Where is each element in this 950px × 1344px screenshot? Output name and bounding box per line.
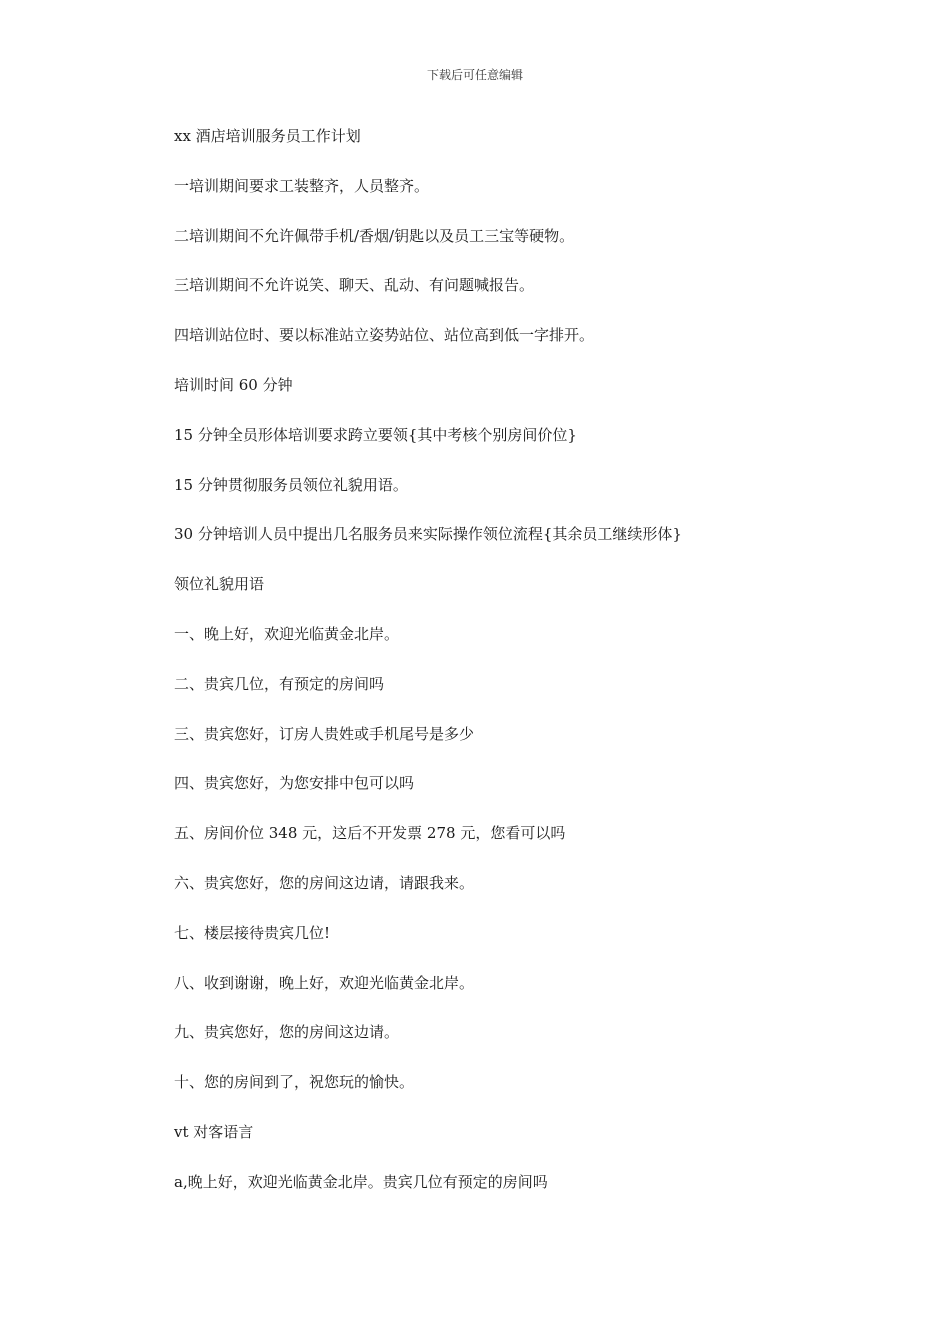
list-item: 九、贵宾您好，您的房间这边请。: [174, 1023, 400, 1042]
section-heading: 培训时间 60 分钟: [174, 375, 293, 394]
list-item: a,晚上好，欢迎光临黄金北岸。贵宾几位有预定的房间吗: [174, 1172, 548, 1191]
list-item: 八、收到谢谢，晚上好，欢迎光临黄金北岸。: [174, 973, 475, 992]
list-item: 四、贵宾您好，为您安排中包可以吗: [174, 774, 415, 793]
document-title: xx 酒店培训服务员工作计划: [174, 127, 361, 145]
list-item: 一、晚上好，欢迎光临黄金北岸。: [174, 624, 400, 643]
section-heading: 领位礼貌用语: [174, 575, 265, 594]
paragraph: 二培训期间不允许佩带手机/香烟/钥匙以及员工三宝等硬物。: [174, 226, 575, 245]
paragraph: 四培训站位时、要以标准站立姿势站位、站位高到低一字排开。: [174, 326, 595, 345]
list-item: 五、房间价位 348 元，这后不开发票 278 元，您看可以吗: [174, 824, 566, 843]
paragraph: 15 分钟全员形体培训要求跨立要领{其中考核个别房间价位}: [174, 425, 577, 444]
page-header-note: 下载后可任意编辑: [426, 68, 523, 82]
list-item: 六、贵宾您好，您的房间这边请，请跟我来。: [174, 873, 475, 892]
paragraph: 15 分钟贯彻服务员领位礼貌用语。: [174, 475, 408, 494]
list-item: 三、贵宾您好，订房人贵姓或手机尾号是多少: [174, 724, 475, 743]
document-body: [174, 124, 874, 1220]
list-item: 二、贵宾几位，有预定的房间吗: [174, 674, 385, 693]
paragraph: 30 分钟培训人员中提出几名服务员来实际操作领位流程{其余员工继续形体}: [174, 525, 682, 544]
list-item: 七、楼层接待贵宾几位!: [174, 923, 331, 942]
list-item: 十、您的房间到了，祝您玩的愉快。: [174, 1073, 415, 1092]
paragraph: 一培训期间要求工装整齐，人员整齐。: [174, 176, 430, 195]
paragraph: 三培训期间不允许说笑、聊天、乱动、有问题喊报告。: [174, 276, 535, 295]
section-heading: vt 对客语言: [174, 1122, 254, 1141]
